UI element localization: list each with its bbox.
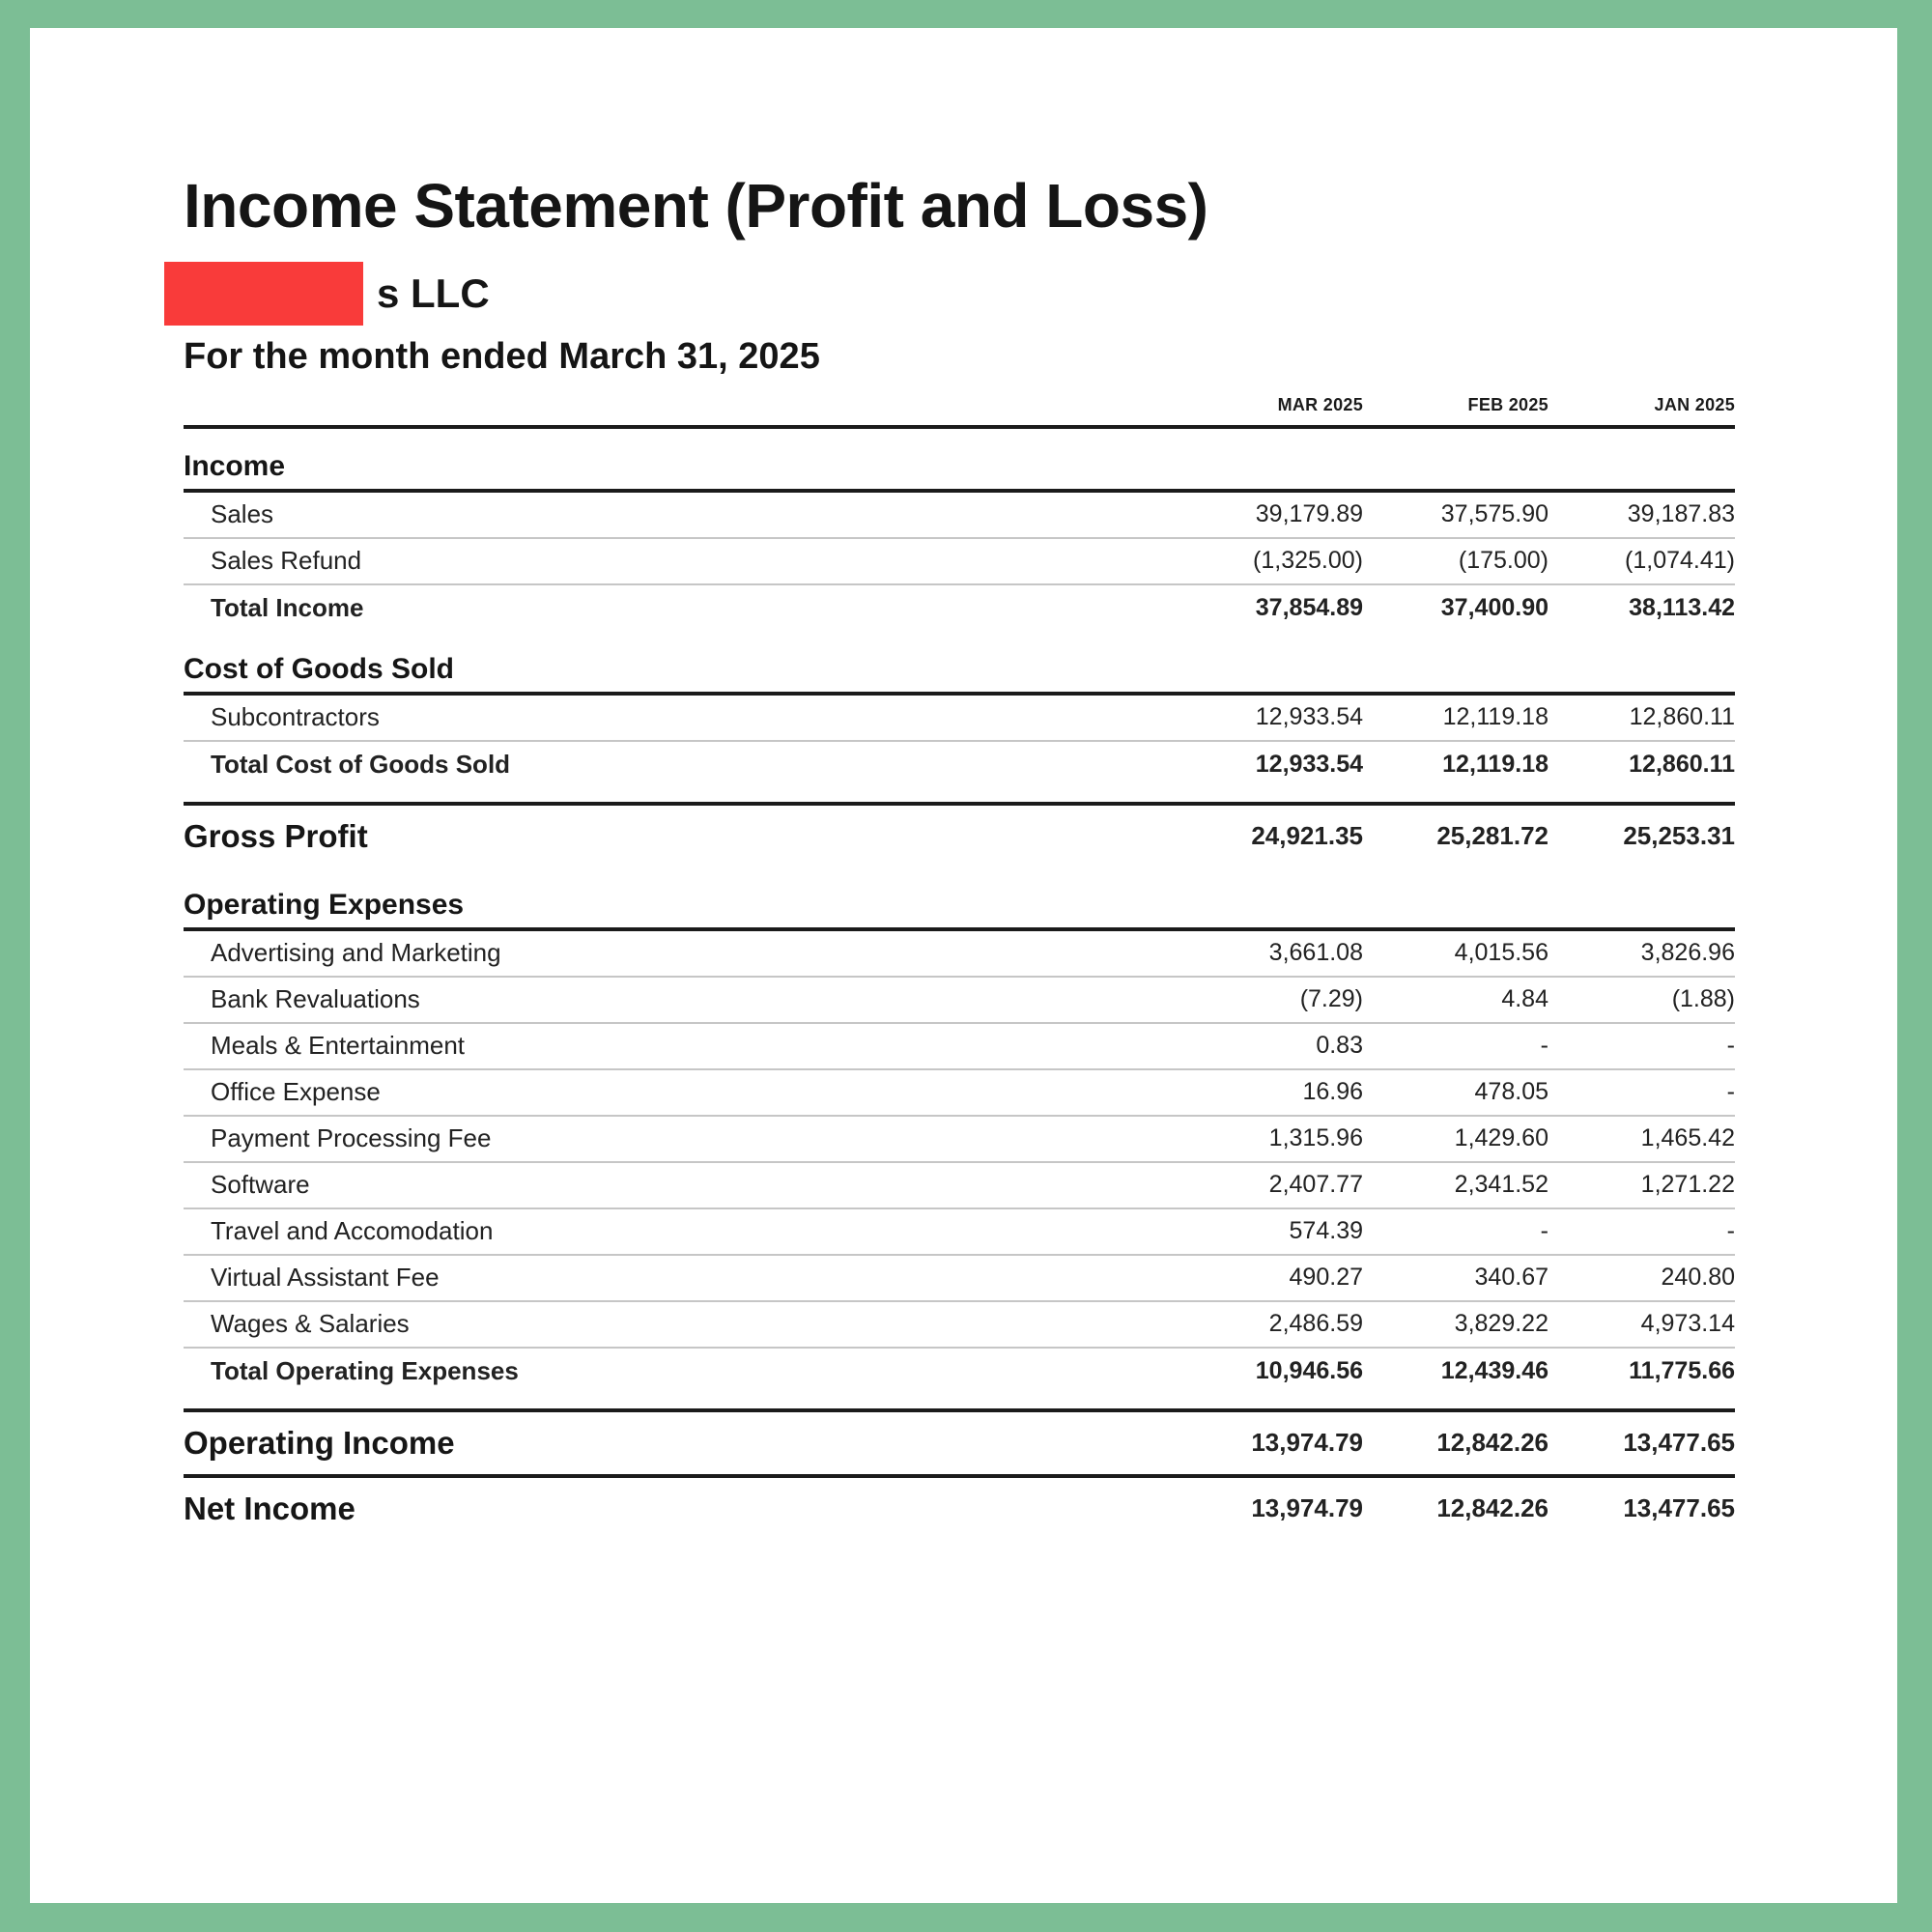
row-value: (1.88) bbox=[1671, 985, 1735, 1013]
row-value: - bbox=[1540, 1217, 1548, 1245]
row-value: 38,113.42 bbox=[1629, 594, 1735, 622]
row-label: Travel and Accomodation bbox=[211, 1216, 494, 1246]
row-value: 16.96 bbox=[1302, 1078, 1363, 1106]
row-value: (7.29) bbox=[1299, 985, 1363, 1013]
report-period: For the month ended March 31, 2025 bbox=[184, 336, 820, 377]
row-value: 12,119.18 bbox=[1442, 751, 1548, 779]
table-row-sales-refund bbox=[184, 539, 1735, 585]
table-row-net-income bbox=[184, 1474, 1735, 1540]
row-value: (1,325.00) bbox=[1253, 547, 1363, 575]
row-value: 1,465.42 bbox=[1640, 1124, 1735, 1152]
row-label: Payment Processing Fee bbox=[211, 1123, 492, 1153]
row-value: 12,933.54 bbox=[1255, 703, 1363, 731]
table-row-operating-income bbox=[184, 1408, 1735, 1474]
row-value: 3,826.96 bbox=[1640, 939, 1735, 967]
row-value: 12,933.54 bbox=[1255, 751, 1363, 779]
report-page bbox=[30, 28, 1897, 1903]
row-value: 1,271.22 bbox=[1640, 1171, 1735, 1199]
row-label: Operating Income bbox=[184, 1424, 455, 1461]
row-value: 490.27 bbox=[1289, 1264, 1363, 1292]
company-name-suffix: s LLC bbox=[377, 270, 490, 316]
table-row-total-cost-of-goods-sold bbox=[184, 742, 1735, 788]
row-value: 25,253.31 bbox=[1623, 821, 1735, 851]
row-value: 340.67 bbox=[1474, 1264, 1548, 1292]
row-value: 12,119.18 bbox=[1442, 703, 1548, 731]
row-value: 2,407.77 bbox=[1268, 1171, 1363, 1199]
row-value: 12,842.26 bbox=[1436, 1493, 1548, 1523]
row-value: 12,439.46 bbox=[1440, 1357, 1548, 1385]
row-value: 10,946.56 bbox=[1255, 1357, 1363, 1385]
row-value: 24,921.35 bbox=[1251, 821, 1363, 851]
row-value: 13,974.79 bbox=[1251, 1493, 1363, 1523]
row-value: 13,477.65 bbox=[1623, 1493, 1735, 1523]
row-value: 11,775.66 bbox=[1629, 1357, 1735, 1385]
row-label: Sales Refund bbox=[211, 546, 362, 576]
row-value: 4,015.56 bbox=[1454, 939, 1548, 967]
table-row-sales bbox=[184, 493, 1735, 539]
row-value: 478.05 bbox=[1474, 1078, 1548, 1106]
row-label: Cost of Goods Sold bbox=[184, 652, 454, 685]
column-header-mar: MAR 2025 bbox=[1277, 394, 1363, 414]
row-label: Income bbox=[184, 449, 286, 482]
row-value: - bbox=[1726, 1217, 1735, 1245]
table-rows bbox=[184, 446, 1735, 1540]
table-row-operating-expenses bbox=[184, 885, 1735, 931]
row-value: 0.83 bbox=[1316, 1032, 1363, 1060]
table-row-total-operating-expenses bbox=[184, 1349, 1735, 1395]
row-value: 574.39 bbox=[1289, 1217, 1363, 1245]
row-label: Meals & Entertainment bbox=[211, 1031, 466, 1061]
table-row-cost-of-goods-sold bbox=[184, 649, 1735, 696]
row-label: Subcontractors bbox=[211, 702, 380, 732]
row-label: Sales bbox=[211, 499, 274, 529]
row-value: 4,973.14 bbox=[1640, 1310, 1735, 1338]
table-row-software bbox=[184, 1163, 1735, 1209]
row-value: 25,281.72 bbox=[1436, 821, 1548, 851]
row-value: - bbox=[1726, 1078, 1735, 1106]
row-label: Bank Revaluations bbox=[211, 984, 420, 1014]
column-header-row bbox=[184, 395, 1735, 429]
row-label: Operating Expenses bbox=[184, 888, 465, 921]
table-row-meals-entertainment bbox=[184, 1024, 1735, 1070]
row-value: 12,842.26 bbox=[1436, 1428, 1548, 1458]
row-label: Gross Profit bbox=[184, 817, 368, 854]
table-row-income bbox=[184, 446, 1735, 493]
table-row-total-income bbox=[184, 585, 1735, 632]
table-row-gross-profit bbox=[184, 802, 1735, 867]
table-row-subcontractors bbox=[184, 696, 1735, 742]
row-label: Total Income bbox=[211, 593, 364, 623]
row-value: 37,575.90 bbox=[1440, 500, 1548, 528]
row-value: 3,829.22 bbox=[1454, 1310, 1548, 1338]
page-title: Income Statement (Profit and Loss) bbox=[184, 171, 1208, 241]
row-value: 37,854.89 bbox=[1255, 594, 1363, 622]
row-value: 37,400.90 bbox=[1440, 594, 1548, 622]
row-value: 240.80 bbox=[1661, 1264, 1735, 1292]
row-value: 12,860.11 bbox=[1629, 703, 1735, 731]
table-row-travel-and-accomodation bbox=[184, 1209, 1735, 1256]
redaction-box bbox=[164, 262, 363, 326]
table-row-advertising-and-marketing bbox=[184, 931, 1735, 978]
row-label: Total Operating Expenses bbox=[211, 1356, 519, 1386]
income-statement-table bbox=[184, 395, 1735, 1540]
column-header-jan: JAN 2025 bbox=[1654, 394, 1735, 414]
row-label: Software bbox=[211, 1170, 310, 1200]
row-value: - bbox=[1726, 1032, 1735, 1060]
table-row-office-expense bbox=[184, 1070, 1735, 1117]
row-value: 13,974.79 bbox=[1251, 1428, 1363, 1458]
row-label: Wages & Salaries bbox=[211, 1309, 410, 1339]
row-value: 13,477.65 bbox=[1623, 1428, 1735, 1458]
row-value: 2,341.52 bbox=[1454, 1171, 1548, 1199]
table-row-wages-salaries bbox=[184, 1302, 1735, 1349]
row-value: 1,429.60 bbox=[1454, 1124, 1548, 1152]
row-label: Total Cost of Goods Sold bbox=[211, 750, 511, 780]
company-name-line bbox=[164, 262, 1735, 326]
row-value: (1,074.41) bbox=[1625, 547, 1735, 575]
row-label: Virtual Assistant Fee bbox=[211, 1263, 440, 1293]
table-row-payment-processing-fee bbox=[184, 1117, 1735, 1163]
income-statement-document bbox=[184, 28, 1735, 1540]
table-row-virtual-assistant-fee bbox=[184, 1256, 1735, 1302]
table-row-bank-revaluations bbox=[184, 978, 1735, 1024]
row-value: 1,315.96 bbox=[1268, 1124, 1363, 1152]
row-label: Net Income bbox=[184, 1490, 355, 1526]
row-value: 39,187.83 bbox=[1627, 500, 1735, 528]
column-header-feb: FEB 2025 bbox=[1467, 394, 1548, 414]
row-value: 2,486.59 bbox=[1268, 1310, 1363, 1338]
row-value: 39,179.89 bbox=[1255, 500, 1363, 528]
row-value: - bbox=[1540, 1032, 1548, 1060]
row-label: Office Expense bbox=[211, 1077, 381, 1107]
row-value: (175.00) bbox=[1458, 547, 1548, 575]
row-value: 3,661.08 bbox=[1268, 939, 1363, 967]
row-label: Advertising and Marketing bbox=[211, 938, 501, 968]
row-value: 12,860.11 bbox=[1629, 751, 1735, 779]
row-value: 4.84 bbox=[1501, 985, 1548, 1013]
